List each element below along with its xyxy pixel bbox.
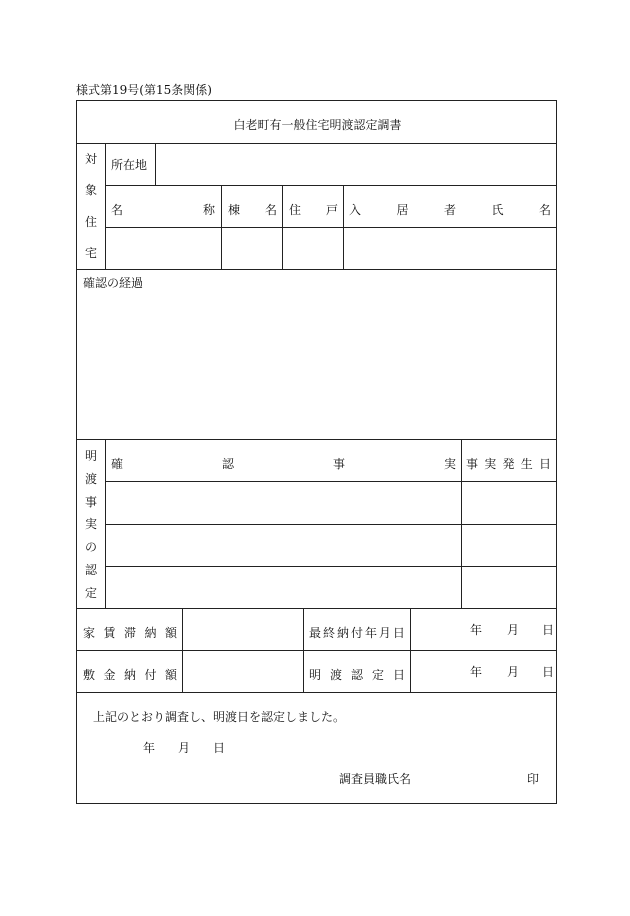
building-label	[228, 201, 277, 218]
rule	[182, 608, 183, 692]
label-char: 名	[111, 203, 124, 217]
rule	[105, 143, 106, 269]
label-char: 名	[538, 203, 551, 217]
rule	[303, 608, 304, 692]
rule	[221, 185, 222, 269]
side-char: 定	[84, 585, 97, 600]
vacate-fact-side-label	[77, 447, 105, 601]
label-char: 最	[309, 626, 322, 640]
label-char: 確	[111, 457, 124, 471]
label-char: 称	[202, 203, 215, 217]
seal-mark: 印	[527, 772, 540, 786]
vacate-date-label	[309, 666, 405, 683]
deposit-label	[83, 666, 177, 683]
rule	[461, 439, 462, 608]
label-char: 事	[466, 457, 479, 471]
rule	[77, 692, 556, 693]
label-char: 年	[364, 626, 377, 640]
rule	[105, 566, 556, 567]
label-char: 事	[332, 457, 345, 471]
label-char: 居	[396, 203, 409, 217]
rule	[410, 608, 411, 692]
label-char: 納	[336, 626, 349, 640]
label-char: 渡	[329, 668, 342, 682]
rule	[282, 185, 283, 269]
label-char: 家	[83, 626, 96, 640]
rule	[77, 439, 556, 440]
rule	[77, 650, 556, 651]
rule	[105, 524, 556, 525]
label-char: 発	[502, 457, 515, 471]
label-char: 認	[221, 457, 234, 471]
confirmation-process-label: 確認の経過	[83, 276, 144, 290]
side-char: 渡	[84, 471, 97, 486]
unit-label	[289, 201, 338, 218]
label-char: 終	[322, 626, 335, 640]
year-unit: 年	[470, 665, 483, 679]
label-char: 住	[289, 203, 302, 217]
side-char: 事	[84, 494, 97, 509]
location-label: 所在地	[111, 158, 148, 172]
form-table	[76, 100, 557, 804]
declaration-text: 上記のとおり調査し、明渡日を認定しました。	[93, 710, 346, 724]
day-unit: 日	[542, 665, 555, 679]
day-unit: 日	[213, 741, 226, 755]
label-char: 納	[144, 626, 157, 640]
side-char: 実	[84, 517, 97, 532]
rule	[343, 185, 344, 269]
label-char: 付	[144, 668, 157, 682]
resident-name-label	[349, 201, 551, 218]
label-char: 生	[520, 457, 533, 471]
label-char: 額	[164, 668, 177, 682]
rule	[77, 608, 556, 609]
side-char: 宅	[84, 245, 97, 260]
label-char: 月	[378, 626, 391, 640]
occurrence-date-label	[466, 455, 551, 472]
label-char: 金	[103, 668, 116, 682]
rule	[105, 227, 556, 228]
label-char: 日	[538, 457, 551, 471]
investigator-label: 調査員職氏名	[339, 772, 412, 786]
label-char: 実	[443, 457, 456, 471]
label-char: 滞	[123, 626, 136, 640]
rule	[155, 143, 156, 185]
label-char: 棟	[228, 203, 241, 217]
side-char: 認	[84, 563, 97, 578]
label-char: 額	[164, 626, 177, 640]
label-char: 者	[443, 203, 456, 217]
label-char: 明	[309, 668, 322, 682]
label-char: 実	[484, 457, 497, 471]
rule	[105, 185, 556, 186]
month-unit: 月	[507, 665, 520, 679]
label-char: 納	[123, 668, 136, 682]
month-unit: 月	[507, 623, 520, 637]
rule	[77, 269, 556, 270]
year-unit: 年	[470, 623, 483, 637]
month-unit: 月	[178, 741, 191, 755]
day-unit: 日	[542, 623, 555, 637]
label-char: 定	[371, 668, 384, 682]
rule	[105, 481, 556, 482]
label-char: 名	[264, 203, 277, 217]
target-housing-side-label	[77, 153, 105, 259]
last-payment-date-label	[309, 624, 405, 641]
label-char: 賃	[103, 626, 116, 640]
side-char: の	[84, 540, 97, 555]
label-char: 日	[392, 668, 405, 682]
rule	[105, 439, 106, 608]
label-char: 日	[392, 626, 405, 640]
form-title: 白老町有一般住宅明渡認定調書	[233, 118, 402, 132]
label-char: 氏	[491, 203, 504, 217]
label-char: 戸	[325, 203, 338, 217]
confirmed-fact-label	[111, 455, 456, 472]
name-label	[111, 201, 215, 218]
side-char: 住	[84, 214, 97, 229]
side-char: 象	[84, 183, 97, 198]
rule	[77, 143, 556, 144]
label-char: 敷	[83, 668, 96, 682]
form-number: 様式第19号(第15条関係)	[76, 83, 212, 97]
side-char: 対	[84, 152, 97, 166]
rent-arrears-label	[83, 624, 177, 641]
year-unit: 年	[143, 741, 156, 755]
label-char: 付	[350, 626, 363, 640]
label-char: 入	[349, 203, 362, 217]
label-char: 認	[350, 668, 363, 682]
side-char: 明	[84, 449, 97, 463]
